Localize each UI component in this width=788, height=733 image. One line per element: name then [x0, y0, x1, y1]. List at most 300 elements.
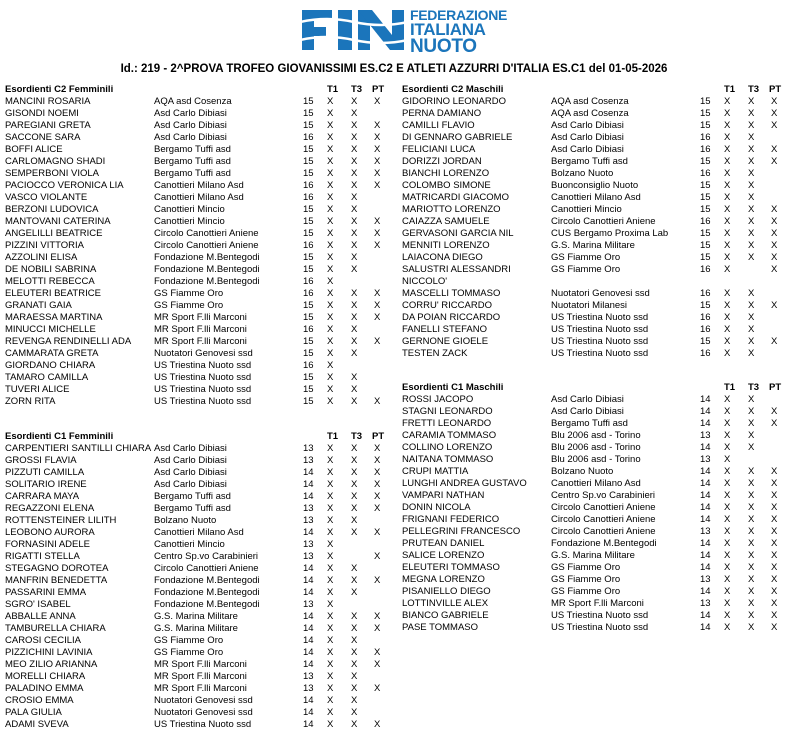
- t3-mark: X: [748, 288, 755, 299]
- birth-year: 14: [700, 478, 711, 489]
- section-title: Esordienti C2 Maschili: [402, 84, 504, 95]
- column-pt: PT: [372, 84, 385, 95]
- pt-mark: X: [374, 575, 381, 586]
- t1-mark: X: [327, 252, 334, 263]
- birth-year: 13: [303, 551, 314, 562]
- club-name: MR Sport F.lli Marconi: [154, 671, 247, 682]
- birth-year: 13: [700, 574, 711, 585]
- birth-year: 13: [700, 430, 711, 441]
- athlete-name: SACCONE SARA: [5, 132, 81, 143]
- pt-mark: X: [771, 526, 778, 537]
- t1-mark: X: [724, 490, 731, 501]
- t3-mark: X: [748, 252, 755, 263]
- club-name: Canottieri Milano Asd: [154, 527, 244, 538]
- athlete-name: LAIACONA DIEGO: [402, 252, 483, 263]
- pt-mark: X: [374, 228, 381, 239]
- birth-year: 16: [303, 192, 314, 203]
- birth-year: 14: [700, 622, 711, 633]
- t3-mark: X: [351, 659, 358, 670]
- athlete-name: SALICE LORENZO: [402, 550, 485, 561]
- t3-mark: X: [748, 192, 755, 203]
- birth-year: 16: [303, 240, 314, 251]
- t1-mark: X: [327, 108, 334, 119]
- birth-year: 14: [303, 623, 314, 634]
- athlete-name: REGAZZONI ELENA: [5, 503, 95, 514]
- athlete-name: PALA GIULIA: [5, 707, 62, 718]
- pt-mark: X: [771, 586, 778, 597]
- t3-mark: X: [351, 647, 358, 658]
- birth-year: 15: [303, 96, 314, 107]
- birth-year: 14: [303, 659, 314, 670]
- pt-mark: X: [771, 514, 778, 525]
- pt-mark: X: [374, 396, 381, 407]
- birth-year: 16: [700, 324, 711, 335]
- pt-mark: X: [771, 228, 778, 239]
- t1-mark: X: [724, 252, 731, 263]
- athlete-name: BERZONI LUDOVICA: [5, 204, 99, 215]
- t3-mark: X: [351, 264, 358, 275]
- birth-year: 14: [700, 514, 711, 525]
- athlete-name: PERNA DAMIANO: [402, 108, 482, 119]
- club-name: Bolzano Nuoto: [551, 466, 614, 477]
- athlete-name: PRUTEAN DANIEL: [402, 538, 485, 549]
- athlete-name: DA POIAN RICCARDO: [402, 312, 501, 323]
- club-name: Circolo Canottieri Aniene: [551, 216, 656, 227]
- birth-year: 14: [700, 466, 711, 477]
- athlete-name: REVENGA RENDINELLI ADA: [5, 336, 132, 347]
- t3-mark: X: [351, 228, 358, 239]
- athlete-name: MEO ZILIO ARIANNA: [5, 659, 98, 670]
- pt-mark: X: [374, 443, 381, 454]
- birth-year: 16: [700, 348, 711, 359]
- club-name: G.S. Marina Militare: [154, 623, 238, 634]
- t3-mark: X: [351, 671, 358, 682]
- t1-mark: X: [327, 96, 334, 107]
- club-name: Circolo Canottieri Aniene: [551, 526, 656, 537]
- athlete-name: PIZZICHINI LAVINIA: [5, 647, 93, 658]
- t3-mark: X: [351, 168, 358, 179]
- athlete-name: GROSSI FLAVIA: [5, 455, 77, 466]
- t1-mark: X: [724, 228, 731, 239]
- birth-year: 14: [303, 635, 314, 646]
- birth-year: 13: [303, 503, 314, 514]
- athlete-name: FRETTI LEONARDO: [402, 418, 492, 429]
- t1-mark: X: [327, 204, 334, 215]
- t1-mark: X: [724, 132, 731, 143]
- athlete-name: TUVERI ALICE: [5, 384, 70, 395]
- club-name: Canottieri Milano Asd: [154, 180, 244, 191]
- birth-year: 13: [303, 539, 314, 550]
- federation-wordmark: [410, 8, 507, 56]
- athlete-name: DORIZZI JORDAN: [402, 156, 482, 167]
- t1-mark: X: [327, 324, 334, 335]
- athlete-name: LEOBONO AURORA: [5, 527, 95, 538]
- club-name: Buonconsiglio Nuoto: [551, 180, 639, 191]
- club-name: Canottieri Mincio: [154, 204, 225, 215]
- t1-mark: X: [327, 180, 334, 191]
- birth-year: 15: [303, 252, 314, 263]
- t1-mark: X: [724, 144, 731, 155]
- t1-mark: X: [327, 467, 334, 478]
- birth-year: 15: [700, 252, 711, 263]
- pt-mark: X: [771, 490, 778, 501]
- athlete-name: PELLEGRINI FRANCESCO: [402, 526, 521, 537]
- athlete-name: FRIGNANI FEDERICO: [402, 514, 500, 525]
- pt-mark: X: [771, 622, 778, 633]
- t3-mark: X: [748, 394, 755, 405]
- t3-mark: X: [748, 622, 755, 633]
- birth-year: 15: [303, 348, 314, 359]
- t1-mark: X: [724, 324, 731, 335]
- athlete-name: CAMILLI FLAVIO: [402, 120, 475, 131]
- athlete-name: ROSSI JACOPO: [402, 394, 474, 405]
- t1-mark: X: [724, 394, 731, 405]
- t3-mark: X: [351, 587, 358, 598]
- birth-year: 16: [303, 276, 314, 287]
- pt-mark: X: [771, 574, 778, 585]
- pt-mark: X: [771, 550, 778, 561]
- column-t3: T3: [748, 84, 760, 95]
- athlete-name: CROSIO EMMA: [5, 695, 74, 706]
- t1-mark: X: [327, 132, 334, 143]
- club-name: US Triestina Nuoto ssd: [154, 719, 252, 730]
- club-name: MR Sport F.lli Marconi: [154, 683, 247, 694]
- t3-mark: X: [351, 348, 358, 359]
- pt-mark: X: [374, 551, 381, 562]
- t1-mark: X: [327, 587, 334, 598]
- club-name: Bergamo Tuffi asd: [154, 156, 231, 167]
- birth-year: 15: [700, 180, 711, 191]
- athlete-name: VASCO VIOLANTE: [5, 192, 88, 203]
- club-name: Asd Carlo Dibiasi: [154, 120, 227, 131]
- club-name: US Triestina Nuoto ssd: [551, 312, 649, 323]
- t1-mark: X: [327, 216, 334, 227]
- t3-mark: X: [351, 132, 358, 143]
- t1-mark: X: [724, 156, 731, 167]
- t1-mark: X: [724, 466, 731, 477]
- athlete-name: STAGNI LEONARDO: [402, 406, 493, 417]
- club-name: US Triestina Nuoto ssd: [154, 360, 252, 371]
- athlete-name: ADAMI SVEVA: [5, 719, 69, 730]
- t1-mark: X: [724, 514, 731, 525]
- pt-mark: X: [374, 659, 381, 670]
- t3-mark: X: [748, 550, 755, 561]
- birth-year: 15: [303, 384, 314, 395]
- t3-mark: X: [351, 216, 358, 227]
- section-title: Esordienti C1 Maschili: [402, 382, 504, 393]
- club-name: Canottieri Mincio: [154, 539, 225, 550]
- birth-year: 14: [303, 647, 314, 658]
- club-name: AQA asd Cosenza: [154, 96, 232, 107]
- t3-mark: X: [748, 120, 755, 131]
- t1-mark: X: [327, 563, 334, 574]
- t1-mark: X: [724, 288, 731, 299]
- birth-year: 15: [303, 204, 314, 215]
- club-name: Asd Carlo Dibiasi: [551, 406, 624, 417]
- athlete-name: PISANIELLO DIEGO: [402, 586, 491, 597]
- t1-mark: X: [724, 574, 731, 585]
- t3-mark: X: [351, 96, 358, 107]
- birth-year: 13: [303, 455, 314, 466]
- birth-year: 15: [303, 396, 314, 407]
- pt-mark: X: [374, 467, 381, 478]
- athlete-name: BIANCO GABRIELE: [402, 610, 489, 621]
- t3-mark: X: [748, 586, 755, 597]
- t3-mark: X: [748, 336, 755, 347]
- athlete-name: PAREGIANI GRETA: [5, 120, 91, 131]
- t3-mark: X: [748, 180, 755, 191]
- athlete-name: CAROSI CECILIA: [5, 635, 82, 646]
- t3-mark: X: [351, 156, 358, 167]
- birth-year: 13: [303, 671, 314, 682]
- t3-mark: X: [748, 228, 755, 239]
- t1-mark: X: [327, 479, 334, 490]
- t3-mark: X: [748, 610, 755, 621]
- t1-mark: X: [724, 442, 731, 453]
- club-name: Asd Carlo Dibiasi: [551, 120, 624, 131]
- birth-year: 14: [700, 538, 711, 549]
- column-t3: T3: [351, 431, 363, 442]
- t1-mark: X: [724, 622, 731, 633]
- club-name: US Triestina Nuoto ssd: [551, 336, 649, 347]
- column-t1: T1: [327, 84, 339, 95]
- pt-mark: X: [771, 156, 778, 167]
- athlete-name: CAIAZZA SAMUELE: [402, 216, 490, 227]
- club-name: Asd Carlo Dibiasi: [154, 108, 227, 119]
- t3-mark: X: [351, 324, 358, 335]
- club-name: US Triestina Nuoto ssd: [551, 610, 649, 621]
- club-name: Nuotatori Genovesi ssd: [154, 348, 253, 359]
- athlete-name: GERVASONI GARCIA NIL: [402, 228, 514, 239]
- pt-mark: X: [374, 719, 381, 730]
- t1-mark: X: [724, 204, 731, 215]
- t1-mark: X: [327, 120, 334, 131]
- athlete-name: ABBALLE ANNA: [5, 611, 76, 622]
- t1-mark: X: [724, 348, 731, 359]
- club-name: Fondazione M.Bentegodi: [154, 276, 260, 287]
- t3-mark: X: [351, 491, 358, 502]
- birth-year: 15: [700, 192, 711, 203]
- athlete-name: DE NOBILI SABRINA: [5, 264, 97, 275]
- athlete-name: GIDORINO LEONARDO: [402, 96, 506, 107]
- t3-mark: X: [351, 180, 358, 191]
- club-name: GS Fiamme Oro: [551, 574, 621, 585]
- pt-mark: X: [374, 312, 381, 323]
- birth-year: 15: [303, 372, 314, 383]
- club-name: Fondazione M.Bentegodi: [154, 587, 260, 598]
- pt-mark: X: [374, 168, 381, 179]
- athlete-name: TAMARO CAMILLA: [5, 372, 89, 383]
- pt-mark: X: [374, 491, 381, 502]
- birth-year: 14: [303, 587, 314, 598]
- athlete-name: FORNASINI ADELE: [5, 539, 90, 550]
- birth-year: 15: [303, 168, 314, 179]
- t3-mark: X: [351, 443, 358, 454]
- section-title: Esordienti C1 Femminili: [5, 431, 114, 442]
- t3-mark: X: [351, 515, 358, 526]
- birth-year: 15: [700, 96, 711, 107]
- t1-mark: X: [327, 491, 334, 502]
- pt-mark: X: [374, 503, 381, 514]
- t3-mark: X: [748, 490, 755, 501]
- column-t1: T1: [327, 431, 339, 442]
- pt-mark: X: [771, 502, 778, 513]
- club-name: Bergamo Tuffi asd: [154, 491, 231, 502]
- t3-mark: X: [351, 467, 358, 478]
- club-name: Canottieri Mincio: [154, 216, 225, 227]
- club-name: Circolo Canottieri Aniene: [154, 240, 259, 251]
- column-t1: T1: [724, 84, 736, 95]
- pt-mark: X: [771, 406, 778, 417]
- t3-mark: X: [748, 144, 755, 155]
- t3-mark: X: [748, 168, 755, 179]
- athlete-name: CAMMARATA GRETA: [5, 348, 99, 359]
- birth-year: 16: [700, 132, 711, 143]
- club-name: Asd Carlo Dibiasi: [154, 479, 227, 490]
- t1-mark: X: [724, 454, 731, 465]
- club-name: Centro Sp.vo Carabinieri: [154, 551, 259, 562]
- athlete-name: ANGELILLI BEATRICE: [5, 228, 103, 239]
- t3-mark: X: [748, 108, 755, 119]
- pt-mark: X: [771, 562, 778, 573]
- birth-year: 13: [303, 515, 314, 526]
- logo-line-1: FEDERAZIONE: [410, 7, 508, 23]
- birth-year: 14: [700, 550, 711, 561]
- club-name: Nuotatori Milanesi: [551, 300, 628, 311]
- pt-mark: X: [771, 478, 778, 489]
- club-name: GS Fiamme Oro: [551, 264, 621, 275]
- birth-year: 16: [303, 360, 314, 371]
- athlete-name: STEGAGNO DOROTEA: [5, 563, 109, 574]
- t3-mark: X: [748, 430, 755, 441]
- pt-mark: X: [771, 598, 778, 609]
- birth-year: 16: [303, 324, 314, 335]
- t3-mark: X: [351, 312, 358, 323]
- pt-mark: X: [374, 336, 381, 347]
- t3-mark: X: [351, 563, 358, 574]
- birth-year: 15: [700, 120, 711, 131]
- t1-mark: X: [327, 647, 334, 658]
- club-name: MR Sport F.lli Marconi: [154, 336, 247, 347]
- pt-mark: X: [374, 479, 381, 490]
- club-name: Bergamo Tuffi asd: [154, 144, 231, 155]
- club-name: CUS Bergamo Proxima Lab: [551, 228, 669, 239]
- birth-year: 15: [700, 300, 711, 311]
- birth-year: 15: [303, 108, 314, 119]
- athlete-name: DONIN NICOLA: [402, 502, 471, 513]
- club-name: Fondazione M.Bentegodi: [154, 252, 260, 263]
- birth-year: 15: [303, 336, 314, 347]
- birth-year: 14: [700, 490, 711, 501]
- athlete-name: SEMPERBONI VIOLA: [5, 168, 99, 179]
- t3-mark: X: [748, 96, 755, 107]
- t1-mark: X: [327, 168, 334, 179]
- pt-mark: X: [374, 144, 381, 155]
- birth-year: 16: [303, 132, 314, 143]
- athlete-name: MEGNA LORENZO: [402, 574, 485, 585]
- t1-mark: X: [327, 599, 334, 610]
- t3-mark: X: [351, 192, 358, 203]
- t1-mark: X: [724, 264, 731, 275]
- t3-mark: X: [351, 396, 358, 407]
- t1-mark: X: [724, 538, 731, 549]
- column-pt: PT: [372, 431, 385, 442]
- athlete-name: PALADINO EMMA: [5, 683, 84, 694]
- athlete-name: PASE TOMMASO: [402, 622, 479, 633]
- club-name: AQA asd Cosenza: [551, 96, 629, 107]
- athlete-name: CARRARA MAYA: [5, 491, 80, 502]
- club-name: US Triestina Nuoto ssd: [551, 348, 649, 359]
- club-name: Asd Carlo Dibiasi: [551, 132, 624, 143]
- t3-mark: X: [351, 108, 358, 119]
- club-name: US Triestina Nuoto ssd: [551, 622, 649, 633]
- athlete-name: CRUPI MATTIA: [402, 466, 469, 477]
- t1-mark: X: [327, 240, 334, 251]
- club-name: Blu 2006 asd - Torino: [551, 454, 641, 465]
- pt-mark: X: [374, 132, 381, 143]
- birth-year: 16: [700, 264, 711, 275]
- club-name: Bergamo Tuffi asd: [154, 168, 231, 179]
- athlete-name: LUNGHI ANDREA GUSTAVO: [402, 478, 527, 489]
- t1-mark: X: [327, 312, 334, 323]
- t3-mark: X: [748, 156, 755, 167]
- t1-mark: X: [327, 515, 334, 526]
- t1-mark: X: [327, 288, 334, 299]
- t1-mark: X: [724, 120, 731, 131]
- athlete-name: MELOTTI REBECCA: [5, 276, 95, 287]
- pt-mark: X: [374, 300, 381, 311]
- club-name: AQA asd Cosenza: [551, 108, 629, 119]
- pt-mark: X: [374, 96, 381, 107]
- t1-mark: X: [327, 503, 334, 514]
- t3-mark: X: [351, 120, 358, 131]
- t1-mark: X: [327, 539, 334, 550]
- club-name: US Triestina Nuoto ssd: [154, 396, 252, 407]
- athlete-name: MASCELLI TOMMASO: [402, 288, 501, 299]
- athlete-name: GISONDI NOEMI: [5, 108, 79, 119]
- athlete-name: SOLITARIO IRENE: [5, 479, 87, 490]
- t3-mark: X: [351, 240, 358, 251]
- t3-mark: X: [748, 204, 755, 215]
- athlete-name: GRANATI GAIA: [5, 300, 72, 311]
- pt-mark: X: [771, 264, 778, 275]
- t1-mark: X: [327, 635, 334, 646]
- pt-mark: X: [771, 240, 778, 251]
- athlete-name: MATRICARDI GIACOMO: [402, 192, 509, 203]
- column-t3: T3: [748, 382, 760, 393]
- club-name: Asd Carlo Dibiasi: [551, 144, 624, 155]
- t3-mark: X: [351, 683, 358, 694]
- t1-mark: X: [724, 562, 731, 573]
- t1-mark: X: [724, 240, 731, 251]
- t1-mark: X: [724, 406, 731, 417]
- t1-mark: X: [327, 264, 334, 275]
- birth-year: 15: [303, 312, 314, 323]
- club-name: Fondazione M.Bentegodi: [154, 599, 260, 610]
- pt-mark: X: [771, 336, 778, 347]
- pt-mark: X: [771, 466, 778, 477]
- pt-mark: X: [374, 683, 381, 694]
- athlete-name: PASSARINI EMMA: [5, 587, 87, 598]
- athlete-name: PIZZINI VITTORIA: [5, 240, 84, 251]
- t3-mark: X: [748, 132, 755, 143]
- t1-mark: X: [327, 719, 334, 730]
- pt-mark: X: [374, 611, 381, 622]
- birth-year: 15: [303, 216, 314, 227]
- pt-mark: X: [374, 527, 381, 538]
- club-name: Bergamo Tuffi asd: [551, 418, 628, 429]
- club-name: Bergamo Tuffi asd: [551, 156, 628, 167]
